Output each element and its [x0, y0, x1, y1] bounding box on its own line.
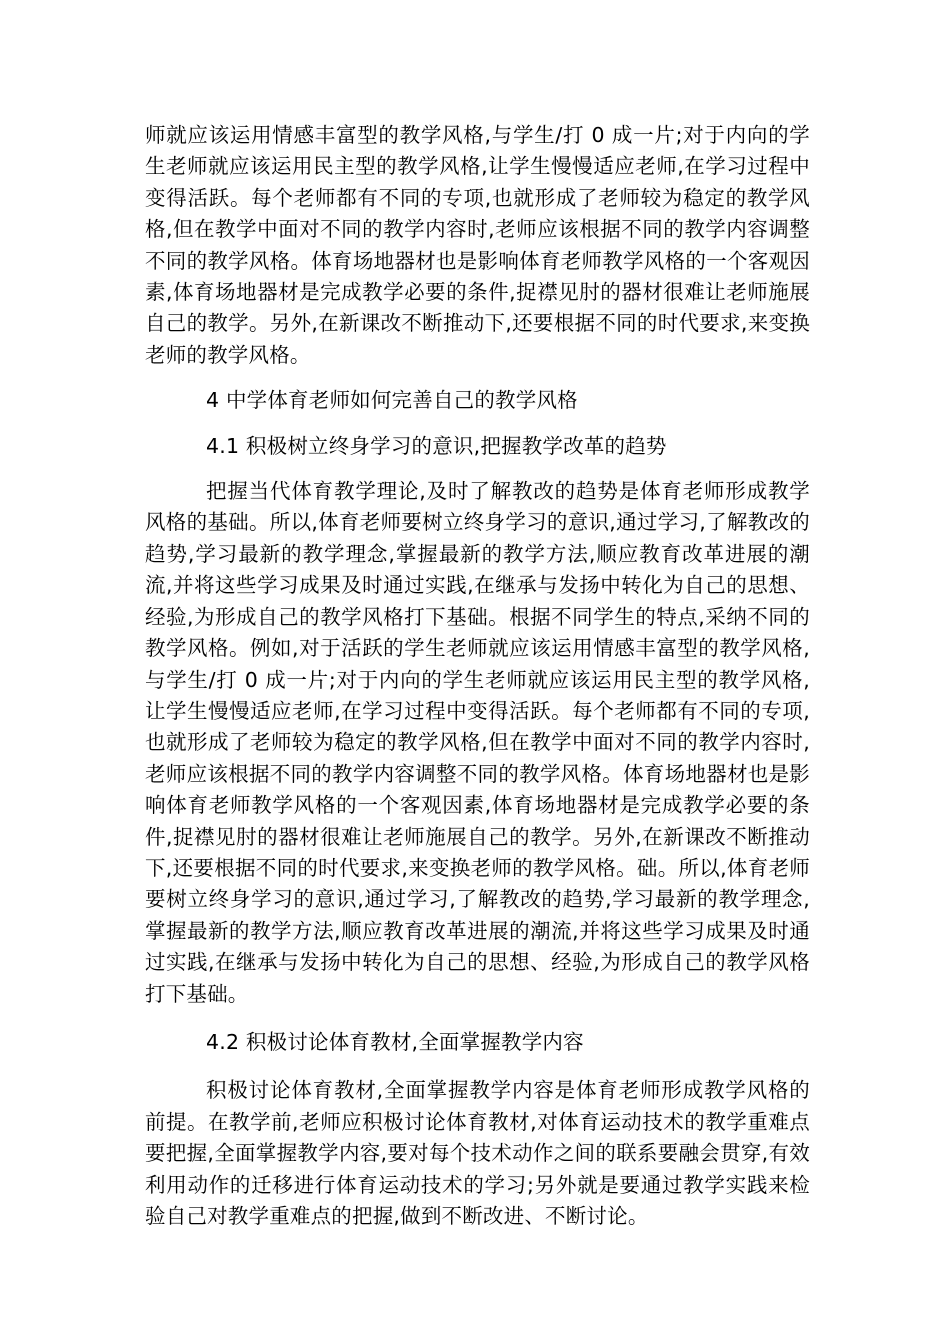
section-heading-4-1: 4.1 积极树立终身学习的意识,把握教学改革的趋势 [206, 433, 667, 458]
paragraph-4-2: 积极讨论体育教材,全面掌握教学内容是体育老师形成教学风格的前提。在教学前,老师应积极讨论体育教材,对体育运动技术的教学重难点要把握,全面掌握教学内容,要对每个技术动作之间的联系要融会贯穿,有效利用动作的迁移进行体育运动技术的学习;另外就是要通过教学实践来检验自己对教学重难点的把握,做到不断改进、不断讨论。 [145, 1078, 810, 1228]
section-heading-4-2: 4.2 积极讨论体育教材,全面掌握教学内容 [206, 1029, 584, 1054]
paragraph-4-1: 把握当代体育教学理论,及时了解教改的趋势是体育老师形成教学风格的基础。所以,体育老师要树立终身学习的意识,通过学习,了解教改的趋势,学习最新的教学理念,掌握最新的教学方法,顺应教育改革进展的潮流,并将这些学习成果及时通过实践,在继承与发扬中转化为自己的思想、经验,为形成自己的教学风格打下基础。根据不同学生的特点,采纳不同的教学风格。例如,对于活跃的学生老师就应该运用情感丰富型的教学风格,与学生/打 0 成一片;对于内向的学生老师就应该运用民主型的教学风格,让学生慢慢适应老师,在学习过程中变得活跃。每个老师都有不同的专项,也就形成了老师较为稳定的教学风格,但在教学中面对不同的教学内容时,老师应该根据不同的教学内容调整不同的教学风格。体育场地器材也是影响体育老师教学风格的一个客观因素,体育场地器材是完成教学必要的条件,捉襟见肘的器材很难让老师施展自己的教学。另外,在新课改不断推动下,还要根据不同的时代要求,来变换老师的教学风格。础。所以,体育老师要树立终身学习的意识,通过学习,了解教改的趋势,学习最新的教学理念,掌握最新的教学方法,顺应教育改革进展的潮流,并将这些学习成果及时通过实践,在继承与发扬中转化为自己的思想、经验,为形成自己的教学风格打下基础。 [145, 479, 810, 1006]
paragraph-continuation: 师就应该运用情感丰富型的教学风格,与学生/打 0 成一片;对于内向的学生老师就应该运用民主型的教学风格,让学生慢慢适应老师,在学习过程中变得活跃。每个老师都有不同的专项,也就形成了老师较为稳定的教学风格,但在教学中面对不同的教学内容时,老师应该根据不同的教学内容调整不同的教学风格。体育场地器材也是影响体育老师教学风格的一个客观因素,体育场地器材是完成教学必要的条件,捉襟见肘的器材很难让老师施展自己的教学。另外,在新课改不断推动下,还要根据不同的时代要求,来变换老师的教学风格。 [145, 123, 810, 367]
section-heading-4: 4 中学体育老师如何完善自己的教学风格 [206, 388, 578, 413]
document-body [145, 120, 810, 1232]
